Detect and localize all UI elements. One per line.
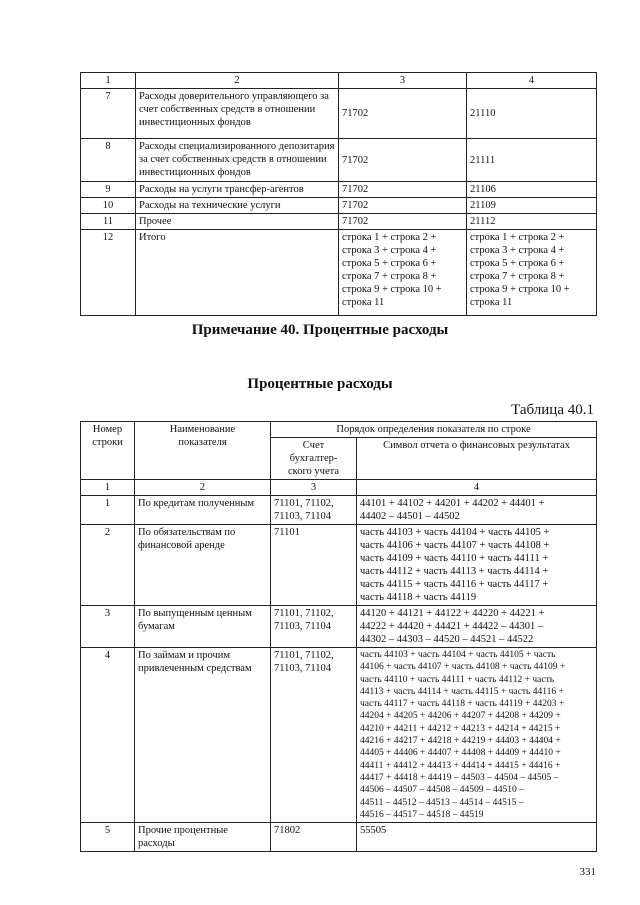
row-number: 3	[81, 606, 135, 648]
row-symbol: 21109	[467, 198, 597, 214]
row-symbol: 21110	[467, 89, 597, 139]
column-index: 1	[81, 480, 135, 496]
table-header-row	[81, 73, 597, 89]
expenses-table-continuation	[80, 72, 597, 316]
column-index: 2	[135, 480, 271, 496]
note-heading: Примечание 40. Процентные расходы	[191, 322, 449, 338]
row-number: 11	[81, 214, 136, 230]
row-account: 71101, 71102, 71103, 71104	[271, 496, 357, 525]
row-account: 71101	[271, 525, 357, 606]
header-account: Счет бухгалтер- ского учета	[271, 438, 357, 480]
page-number: 331	[579, 866, 596, 878]
header-group: Порядок определения показателя по строке	[271, 422, 597, 438]
table-row	[81, 89, 597, 139]
table-row	[81, 606, 597, 648]
table-row	[81, 139, 597, 182]
row-symbol: 21111	[467, 139, 597, 182]
row-symbol: 21106	[467, 182, 597, 198]
row-symbol: строка 1 + строка 2 + строка 3 + строка 4 + строка 5 + строка 6 + строка 7 + строка 8 + строка 9 + строка 10 + строка 11	[467, 230, 597, 316]
row-name: Расходы специализированного депозитария за счет собственных средств в отношении инвестиционных фондов	[136, 139, 339, 182]
row-number: 5	[81, 823, 135, 852]
row-symbol: 44120 + 44121 + 44122 + 44220 + 44221 + 44222 + 44420 + 44421 + 44422 – 44301 – 44302 – 44303 – 44520 – 44521 – 44522	[357, 606, 597, 648]
column-index: 4	[467, 73, 597, 89]
row-account: 71702	[339, 89, 467, 139]
row-account: 71702	[339, 198, 467, 214]
row-symbol: 44101 + 44102 + 44201 + 44202 + 44401 + 44402 – 44501 – 44502	[357, 496, 597, 525]
row-number: 7	[81, 89, 136, 139]
row-name: По выпущенным ценным бумагам	[135, 606, 271, 648]
table-index-row	[81, 480, 597, 496]
row-account: 71101, 71102, 71103, 71104	[271, 648, 357, 823]
row-name: По обязательствам по финансовой аренде	[135, 525, 271, 606]
interest-expenses-table	[80, 421, 597, 852]
row-number: 4	[81, 648, 135, 823]
row-name: Расходы на технические услуги	[136, 198, 339, 214]
row-name: По кредитам полученным	[135, 496, 271, 525]
table-row	[81, 823, 597, 852]
table-header-row	[81, 422, 597, 438]
row-number: 9	[81, 182, 136, 198]
table-label: Таблица 40.1	[511, 402, 594, 418]
column-index: 2	[136, 73, 339, 89]
column-index: 3	[339, 73, 467, 89]
row-symbol: часть 44103 + часть 44104 + часть 44105 + часть 44106 + часть 44107 + часть 44108 + часть 44109 + часть 44110 + часть 44111 + часть 44112 + часть 44113 + часть 44114 + часть 44115 + часть 44116 + часть 44117 + часть 44118 + часть 44119	[357, 525, 597, 606]
column-index: 1	[81, 73, 136, 89]
row-number: 10	[81, 198, 136, 214]
row-name: Расходы на услуги трансфер-агентов	[136, 182, 339, 198]
column-index: 3	[271, 480, 357, 496]
table-row	[81, 182, 597, 198]
column-index: 4	[357, 480, 597, 496]
row-number: 1	[81, 496, 135, 525]
row-account: 71101, 71102, 71103, 71104	[271, 606, 357, 648]
table-row	[81, 525, 597, 606]
row-account: строка 1 + строка 2 + строка 3 + строка 4 + строка 5 + строка 6 + строка 7 + строка 8 + строка 9 + строка 10 + строка 11	[339, 230, 467, 316]
header-symbol: Символ отчета о финансовых результатах	[357, 438, 597, 480]
table-row	[81, 496, 597, 525]
row-account: 71702	[339, 214, 467, 230]
table-row	[81, 648, 597, 823]
row-symbol: 55505	[357, 823, 597, 852]
section-heading: Процентные расходы	[247, 376, 393, 392]
row-number: 8	[81, 139, 136, 182]
row-account: 71702	[339, 182, 467, 198]
row-number: 2	[81, 525, 135, 606]
row-name: Прочие процентные расходы	[135, 823, 271, 852]
row-name: Прочее	[136, 214, 339, 230]
row-name: Итого	[136, 230, 339, 316]
row-name: По займам и прочим привлеченным средствам	[135, 648, 271, 823]
row-symbol: 21112	[467, 214, 597, 230]
header-row-number: Номер строки	[81, 422, 135, 480]
row-account: 71802	[271, 823, 357, 852]
header-indicator: Наименование показателя	[135, 422, 271, 480]
row-name: Расходы доверительного управляющего за счет собственных средств в отношении инвестиционных фондов	[136, 89, 339, 139]
table-row	[81, 214, 597, 230]
row-symbol: часть 44103 + часть 44104 + часть 44105 + часть 44106 + часть 44107 + часть 44108 + часть 44109 + часть 44110 + часть 44111 + часть 44112 + часть 44113 + часть 44114 + часть 44115 + часть 44116 + часть 44117 + часть 44118 + часть 44119 + 44203 + 44204 + 44205 + 44206 + 44207 + 44208 + 44209 + 44210 + 44211 + 44212 + 44213 + 44214 + 44215 + 44216 + 44217 + 44218 + 44219 + 44403 + 44404 + 44405 + 44406 + 44407 + 44408 + 44409 + 44410 + 44411 + 44412 + 44413 + 44414 + 44415 + 44416 + 44417 + 44418 + 44419 – 44503 – 44504 – 44505 – 44506 – 44507 – 44508 – 44509 – 44510 – 44511 – 44512 – 44513 – 44514 – 44515 – 44516 – 44517 – 44518 – 44519	[357, 648, 597, 823]
row-number: 12	[81, 230, 136, 316]
row-account: 71702	[339, 139, 467, 182]
table-row	[81, 198, 597, 214]
table-row	[81, 230, 597, 316]
